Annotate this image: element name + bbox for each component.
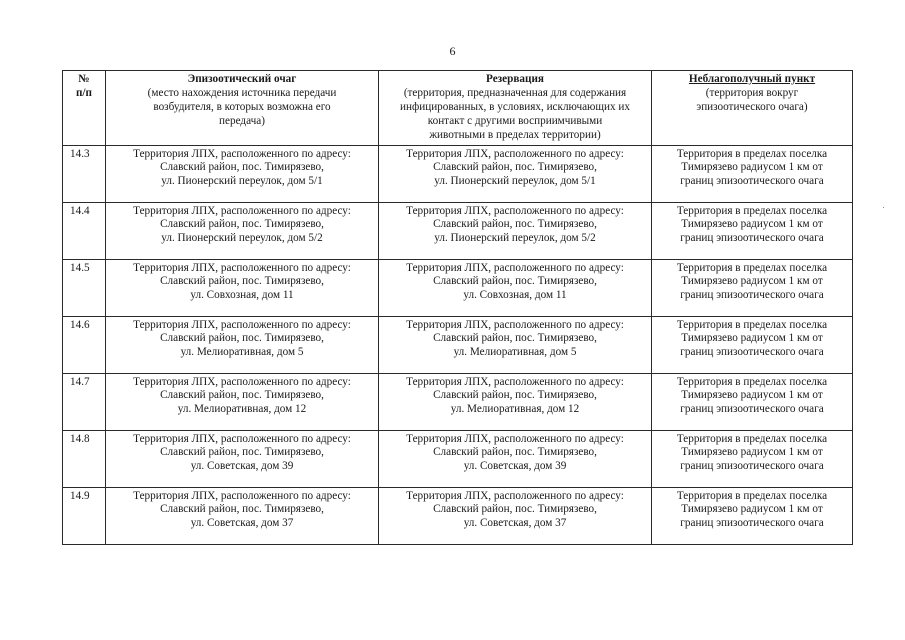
header-num-line: п/п	[75, 86, 92, 99]
cell-line: границ эпизоотического очага	[680, 403, 824, 416]
cell-line: ул. Советская, дом 39	[463, 460, 567, 473]
cell-episootic-focus	[106, 259, 379, 316]
cell-line: Территория ЛПХ, расположенного по адресу:	[133, 147, 351, 160]
cell-line: Территория ЛПХ, расположенного по адресу:	[406, 261, 624, 274]
cell-line: ул. Совхозная, дом 11	[190, 289, 294, 302]
cell-line: Славский район, пос. Тимирязево,	[433, 332, 597, 345]
cell-line: Тимирязево радиусом 1 км от	[681, 218, 823, 231]
cell-unfavorable-point	[652, 259, 853, 316]
cell-line: ул. Мелиоративная, дом 12	[177, 403, 307, 416]
cell-line: границ эпизоотического очага	[680, 289, 824, 302]
header-sub-line: (территория, предназначенная для содержания	[403, 86, 627, 99]
cell-line: Славский район, пос. Тимирязево,	[433, 161, 597, 174]
cell-line: Территория ЛПХ, расположенного по адресу:	[133, 432, 351, 445]
cell-line: Славский район, пос. Тимирязево,	[160, 446, 324, 459]
table-row	[63, 487, 853, 544]
cell-line: Славский район, пос. Тимирязево,	[433, 275, 597, 288]
cell-line: Территория в пределах поселка	[676, 375, 828, 388]
cell-line: Территория в пределах поселка	[676, 261, 828, 274]
table-row	[63, 316, 853, 373]
row-number: 14.3	[63, 145, 106, 202]
cell-unfavorable-point	[652, 373, 853, 430]
cell-line: Тимирязево радиусом 1 км от	[681, 389, 823, 402]
cell-line: ул. Совхозная, дом 11	[463, 289, 567, 302]
cell-line: ул. Мелиоративная, дом 5	[453, 346, 577, 359]
cell-unfavorable-point	[652, 202, 853, 259]
cell-line: ул. Пионерский переулок, дом 5/2	[161, 232, 323, 245]
cell-line: Тимирязево радиусом 1 км от	[681, 446, 823, 459]
cell-line: Славский район, пос. Тимирязево,	[433, 218, 597, 231]
cell-line: Славский район, пос. Тимирязево,	[433, 446, 597, 459]
cell-line: Тимирязево радиусом 1 км от	[681, 332, 823, 345]
header-sub-line: эпизоотического очага)	[696, 100, 808, 113]
cell-line: Славский район, пос. Тимирязево,	[160, 332, 324, 345]
row-number: 14.5	[63, 259, 106, 316]
cell-line: ул. Пионерский переулок, дом 5/2	[434, 232, 596, 245]
cell-reservation	[379, 373, 652, 430]
cell-reservation	[379, 430, 652, 487]
row-number: 14.7	[63, 373, 106, 430]
header-sub-line: (территория вокруг	[705, 86, 799, 99]
cell-line: Территория ЛПХ, расположенного по адресу:	[406, 489, 624, 502]
cell-unfavorable-point	[652, 487, 853, 544]
table-header-row	[63, 71, 853, 146]
cell-episootic-focus	[106, 430, 379, 487]
cell-episootic-focus	[106, 487, 379, 544]
cell-line: Тимирязево радиусом 1 км от	[681, 503, 823, 516]
cell-line: Славский район, пос. Тимирязево,	[160, 503, 324, 516]
cell-episootic-focus	[106, 316, 379, 373]
cell-line: Территория ЛПХ, расположенного по адресу:	[133, 375, 351, 388]
table-row	[63, 202, 853, 259]
cell-episootic-focus	[106, 373, 379, 430]
header-sub-line: животными в пределах территории)	[429, 128, 601, 141]
header-sub-line: возбудителя, в которых возможна его	[153, 100, 331, 113]
header-title: Неблагополучный пункт	[688, 73, 816, 85]
table-row	[63, 373, 853, 430]
cell-line: ул. Мелиоративная, дом 12	[450, 403, 580, 416]
cell-line: Территория ЛПХ, расположенного по адресу:	[133, 261, 351, 274]
header-sub-line: (место нахождения источника передачи	[147, 86, 337, 99]
table-row	[63, 430, 853, 487]
cell-reservation	[379, 487, 652, 544]
episootic-table	[62, 70, 853, 545]
cell-reservation	[379, 259, 652, 316]
cell-reservation	[379, 145, 652, 202]
row-number: 14.4	[63, 202, 106, 259]
cell-line: Территория в пределах поселка	[676, 432, 828, 445]
header-title: Резервация	[486, 73, 544, 85]
cell-line: Славский район, пос. Тимирязево,	[433, 389, 597, 402]
header-unfavorable-point	[652, 71, 853, 146]
cell-line: Территория ЛПХ, расположенного по адресу:	[406, 204, 624, 217]
cell-line: Территория ЛПХ, расположенного по адресу:	[133, 318, 351, 331]
cell-line: Территория ЛПХ, расположенного по адресу:	[133, 489, 351, 502]
cell-unfavorable-point	[652, 316, 853, 373]
cell-line: границ эпизоотического очага	[680, 175, 824, 188]
cell-line: Территория в пределах поселка	[676, 318, 828, 331]
cell-line: ул. Мелиоративная, дом 5	[180, 346, 304, 359]
cell-line: Территория в пределах поселка	[676, 204, 828, 217]
row-number: 14.9	[63, 487, 106, 544]
header-sub-line: контакт с другими восприимчивыми	[427, 114, 603, 127]
cell-line: Славский район, пос. Тимирязево,	[433, 503, 597, 516]
header-title: Эпизоотический очаг	[187, 73, 297, 85]
cell-line: Территория ЛПХ, расположенного по адресу:	[133, 204, 351, 217]
cell-line: ул. Советская, дом 39	[190, 460, 294, 473]
cell-line: Славский район, пос. Тимирязево,	[160, 161, 324, 174]
cell-line: Тимирязево радиусом 1 км от	[681, 275, 823, 288]
cell-line: Территория ЛПХ, расположенного по адресу:	[406, 375, 624, 388]
cell-line: Территория ЛПХ, расположенного по адресу:	[406, 147, 624, 160]
header-num	[63, 71, 106, 146]
cell-line: ул. Советская, дом 37	[463, 517, 567, 530]
cell-line: Территория в пределах поселка	[676, 147, 828, 160]
scan-artifact	[883, 207, 884, 208]
cell-line: ул. Советская, дом 37	[190, 517, 294, 530]
cell-episootic-focus	[106, 202, 379, 259]
cell-line: Территория ЛПХ, расположенного по адресу:	[406, 432, 624, 445]
header-sub-line: передача)	[219, 114, 265, 127]
cell-reservation	[379, 316, 652, 373]
cell-line: Территория в пределах поселка	[676, 489, 828, 502]
cell-unfavorable-point	[652, 145, 853, 202]
cell-line: Славский район, пос. Тимирязево,	[160, 218, 324, 231]
cell-reservation	[379, 202, 652, 259]
header-sub-line: инфицированных, в условиях, исключающих их	[400, 100, 630, 113]
cell-line: Славский район, пос. Тимирязево,	[160, 275, 324, 288]
cell-line: границ эпизоотического очага	[680, 517, 824, 530]
cell-line: Славский район, пос. Тимирязево,	[160, 389, 324, 402]
cell-line: Тимирязево радиусом 1 км от	[681, 161, 823, 174]
cell-unfavorable-point	[652, 430, 853, 487]
header-episootic-focus	[106, 71, 379, 146]
table-row	[63, 145, 853, 202]
page-number: 6	[449, 44, 456, 58]
table-row	[63, 259, 853, 316]
cell-line: границ эпизоотического очага	[680, 460, 824, 473]
row-number: 14.8	[63, 430, 106, 487]
header-num-line: №	[78, 73, 90, 85]
header-reservation	[379, 71, 652, 146]
row-number: 14.6	[63, 316, 106, 373]
cell-line: границ эпизоотического очага	[680, 232, 824, 245]
cell-line: Территория ЛПХ, расположенного по адресу:	[406, 318, 624, 331]
cell-line: ул. Пионерский переулок, дом 5/1	[161, 175, 323, 188]
cell-line: границ эпизоотического очага	[680, 346, 824, 359]
cell-line: ул. Пионерский переулок, дом 5/1	[434, 175, 596, 188]
cell-episootic-focus	[106, 145, 379, 202]
